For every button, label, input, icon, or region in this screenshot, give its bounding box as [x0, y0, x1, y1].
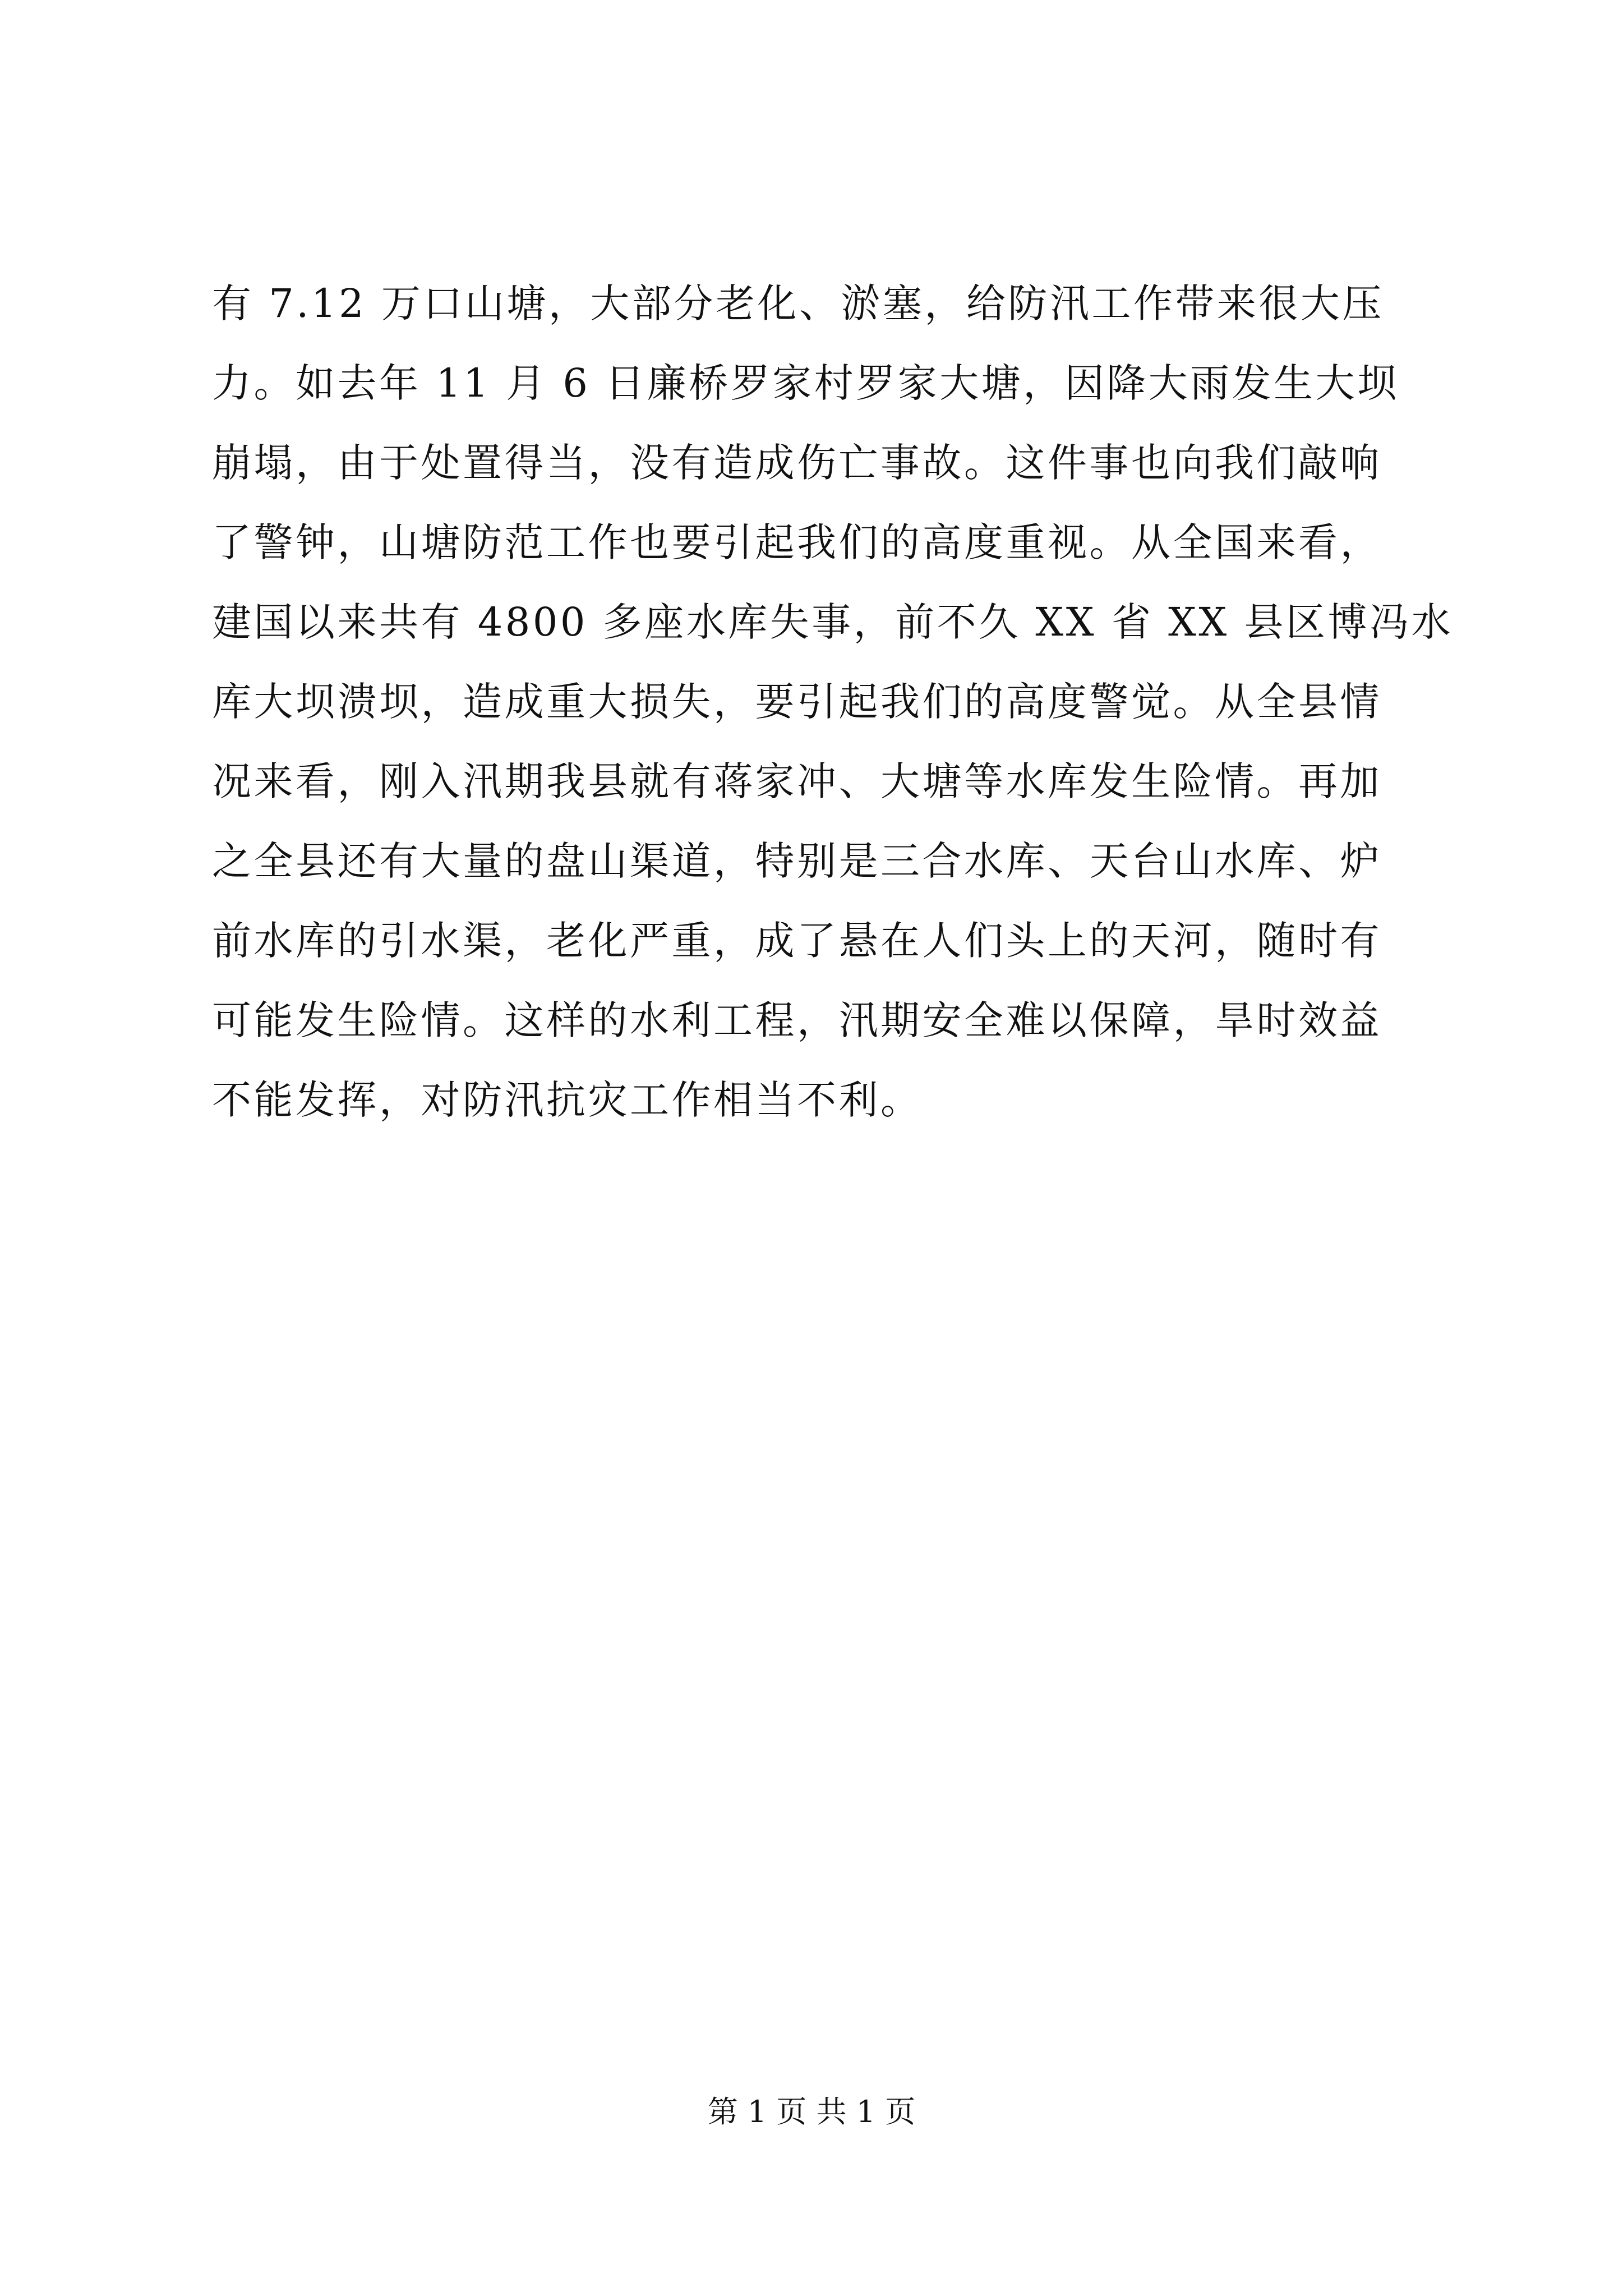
paragraph-line: 崩塌，由于处置得当，没有造成伤亡事故。这件事也向我们敲响: [212, 440, 1382, 486]
paragraph-line: 有 7.12 万口山塘，大部分老化、淤塞，给防汛工作带来很大压: [212, 280, 1384, 326]
paragraph-line: 建国以来共有 4800 多座水库失事，前不久 XX 省 XX 县区博冯水: [212, 599, 1453, 645]
body-paragraph: [212, 264, 1453, 1140]
paragraph-line: 况来看，刚入汛期我县就有蒋家冲、大塘等水库发生险情。再加: [212, 758, 1382, 804]
paragraph-line: 了警钟，山塘防范工作也要引起我们的高度重视。从全国来看，: [212, 519, 1382, 565]
paragraph-line: 库大坝溃坝，造成重大损失，要引起我们的高度警觉。从全县情: [212, 679, 1382, 725]
paragraph-line: 不能发挥，对防汛抗灾工作相当不利。: [212, 1077, 923, 1123]
paragraph-line: 可能发生险情。这样的水利工程，汛期安全难以保障，旱时效益: [212, 997, 1382, 1043]
paragraph-line: 之全县还有大量的盘山渠道，特别是三合水库、天台山水库、炉: [212, 838, 1382, 884]
paragraph-line: 力。如去年 11 月 6 日廉桥罗家村罗家大塘，因降大雨发生大坝: [212, 360, 1399, 406]
paragraph-line: 前水库的引水渠，老化严重，成了悬在人们头上的天河，随时有: [212, 918, 1382, 964]
page-footer: 第 1 页 共 1 页: [707, 2094, 916, 2129]
